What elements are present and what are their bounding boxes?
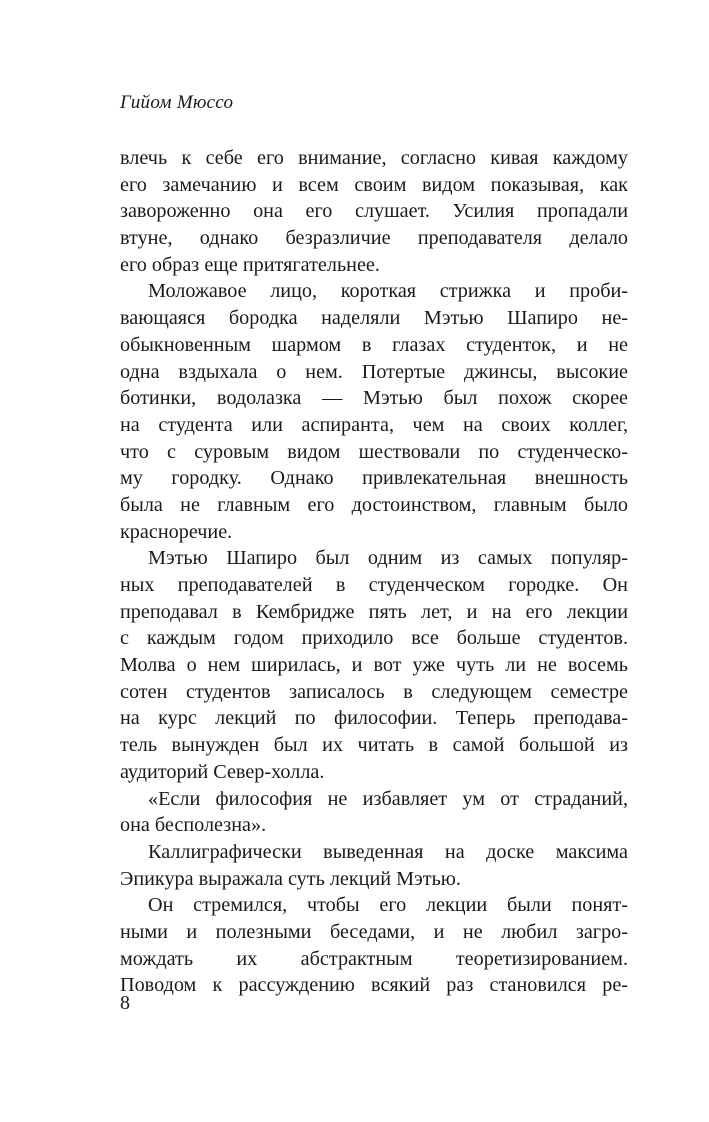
text-line: его замечанию и всем своим видом показывая, как bbox=[120, 173, 628, 196]
text-line: с каждым годом приходило все больше студентов. bbox=[120, 627, 628, 650]
text-line: «Если философия не избавляет ум от страданий, bbox=[148, 787, 628, 810]
text-line: Эпикура выражала суть лекций Мэтью. bbox=[120, 867, 461, 890]
text-line: аудиторий Север-холла. bbox=[120, 760, 325, 783]
text-line: ных преподавателей в студенческом городке. Он bbox=[120, 574, 628, 596]
text-line: Моложавое лицо, короткая стрижка и проби- bbox=[148, 280, 628, 303]
text-line: сотен студентов записалось в следующем семестре bbox=[120, 680, 628, 703]
text-line: втуне, однако безразличие преподавателя делало bbox=[120, 227, 628, 250]
text-line: мождать их абстрактным теоретизированием. bbox=[120, 947, 628, 970]
text-line: она бесполезна». bbox=[120, 814, 267, 837]
text-line: ботинки, водолазка — Мэтью был похож скорее bbox=[120, 387, 628, 410]
text-line: влечь к себе его внимание, согласно кивая каждому bbox=[120, 147, 628, 169]
text-line: одна вздыхала о нем. Потертые джинсы, высокие bbox=[120, 360, 628, 383]
text-line: преподавал в Кембридже пять лет, и на его лекции bbox=[120, 600, 628, 623]
text-line: на студента или аспиранта, чем на своих коллег, bbox=[120, 413, 628, 436]
text-line: на курс лекций по философии. Теперь преподава- bbox=[120, 707, 628, 730]
page-number: 8 bbox=[120, 992, 130, 1014]
text-line: Молва о нем ширилась, и вот уже чуть ли не восемь bbox=[120, 654, 628, 677]
text-line: красноречие. bbox=[120, 520, 233, 543]
text-line: Каллиграфически выведенная на доске максима bbox=[148, 840, 628, 863]
text-line: Поводом к рассуждению всякий раз становился ре- bbox=[120, 974, 628, 997]
text-line: Мэтью Шапиро был одним из самых популяр- bbox=[148, 547, 628, 570]
text-line: его образ еще притягательнее. bbox=[120, 253, 380, 276]
text-line: тель вынужден был их читать в самой большой из bbox=[120, 734, 628, 757]
text-line: обыкновенным шармом в глазах студенток, и не bbox=[120, 333, 628, 356]
text-line: му городку. Однако привлекательная внешность bbox=[120, 467, 628, 490]
body-text bbox=[120, 145, 628, 999]
text-line: Он стремился, чтобы его лекции были понят- bbox=[148, 894, 628, 917]
text-line: вающаяся бородка наделяли Мэтью Шапиро не- bbox=[120, 307, 628, 330]
running-header: Гийом Мюссо bbox=[120, 92, 234, 113]
text-line: завороженно она его слушает. Усилия пропадали bbox=[120, 200, 628, 223]
text-line: была не главным его достоинством, главным было bbox=[120, 493, 628, 516]
text-line: ными и полезными беседами, и не любил загро- bbox=[120, 920, 628, 943]
text-line: что с суровым видом шествовали по студенческо- bbox=[120, 440, 628, 463]
